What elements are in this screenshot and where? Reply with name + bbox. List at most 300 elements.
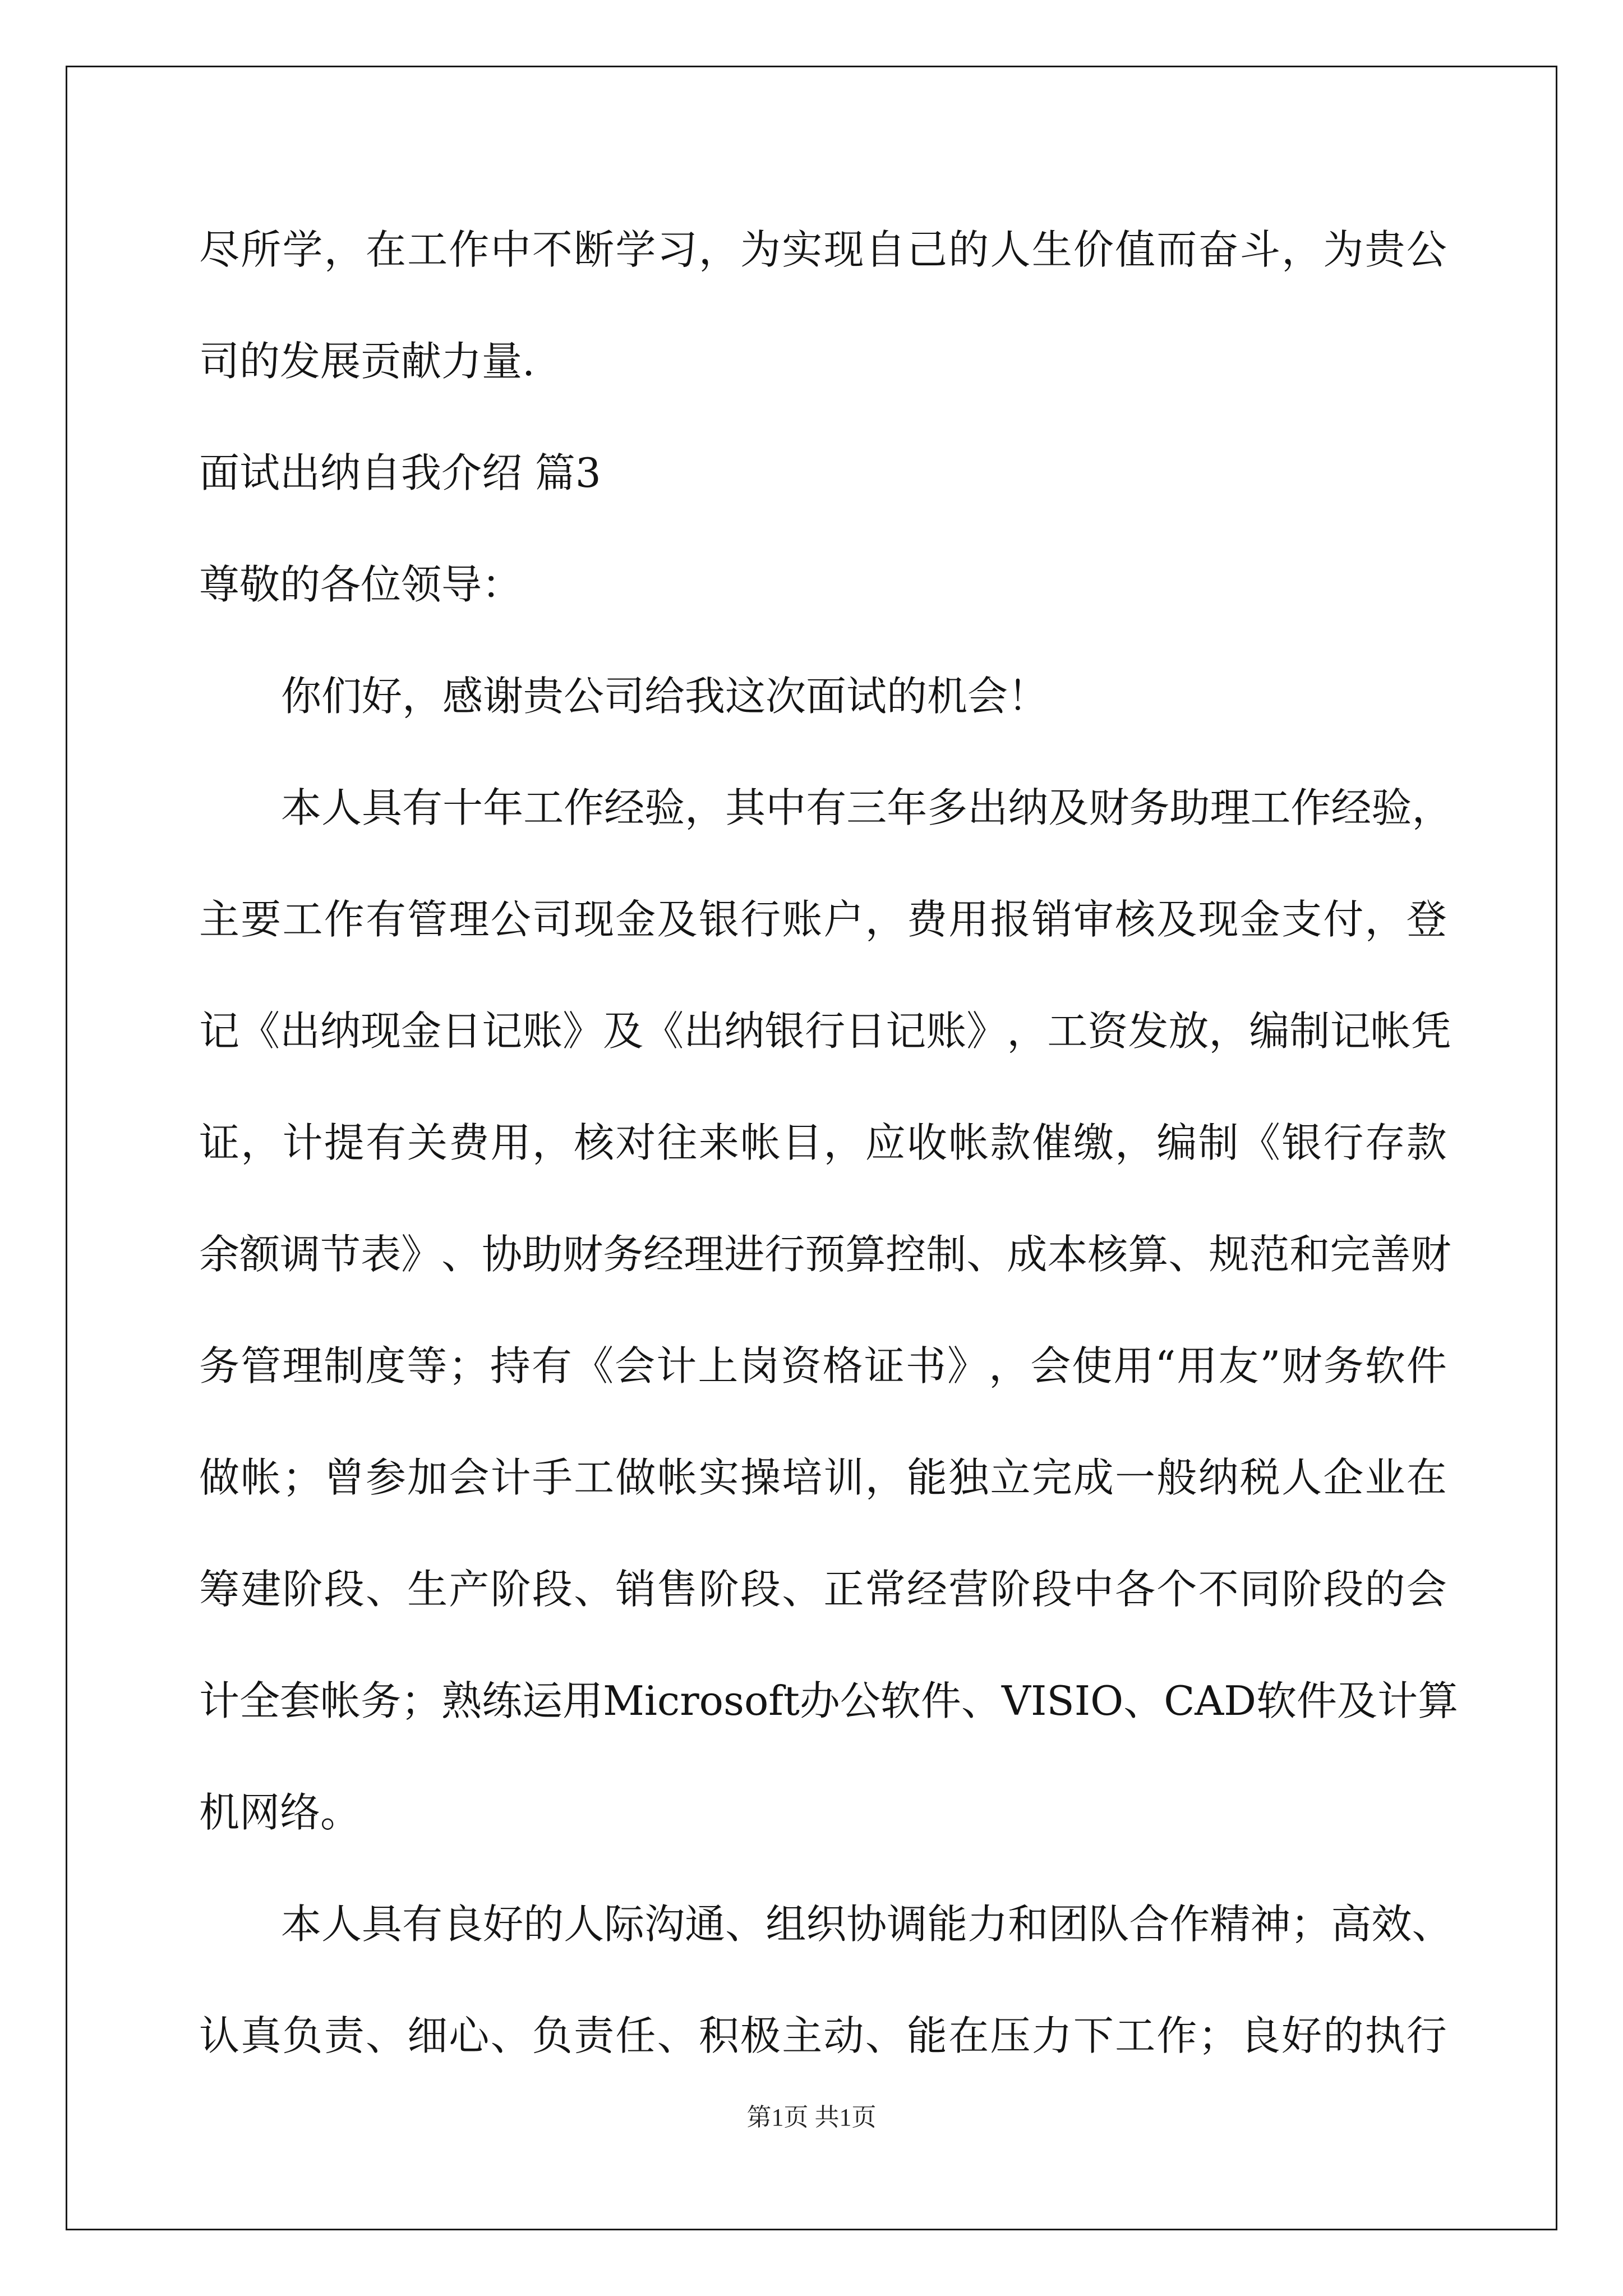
text-glyph: 《 <box>573 1342 614 1389</box>
text-glyph: 催 <box>1031 1119 1072 1166</box>
text-glyph: 岗 <box>739 1342 780 1389</box>
text-glyph: 会 <box>1030 1342 1071 1389</box>
text-glyph: “ <box>1155 1342 1176 1389</box>
text-glyph: 个 <box>1156 1566 1197 1613</box>
text-glyph: 支 <box>1281 896 1322 943</box>
text-glyph: 行 <box>1406 2012 1447 2059</box>
text-glyph: 银 <box>698 896 739 943</box>
text-glyph: 参 <box>365 1454 406 1501</box>
text-glyph: 《 <box>1239 1119 1280 1166</box>
text-glyph: ； <box>1290 1901 1331 1948</box>
text-glyph: 现 <box>361 1007 402 1055</box>
text-glyph: 帐 <box>948 1119 989 1166</box>
text-glyph: ， <box>1281 226 1322 273</box>
text-glyph: 规 <box>1209 1231 1249 1278</box>
text-glyph: 制 <box>324 1342 365 1389</box>
paragraph-line <box>199 1890 1453 2002</box>
text-glyph: 理 <box>1210 784 1251 831</box>
text-glyph: 做 <box>199 1454 240 1501</box>
text-glyph: 账 <box>926 1007 967 1055</box>
salutation: 尊敬的各位领导： <box>199 561 523 608</box>
text-glyph: 算 <box>1128 1231 1169 1278</box>
text-glyph: 多 <box>927 784 968 831</box>
text-glyph: 行 <box>764 1231 805 1278</box>
text-glyph: 压 <box>990 2012 1031 2059</box>
text-glyph: 证 <box>864 1342 905 1389</box>
text-glyph: 编 <box>1249 1007 1290 1055</box>
text-glyph: 软 <box>1256 1677 1297 1724</box>
text-glyph: 、 <box>782 1566 823 1613</box>
text-glyph: 中 <box>766 784 806 831</box>
text-glyph: 计 <box>1377 1677 1418 1724</box>
text-glyph: 、 <box>725 1901 766 1948</box>
text-glyph: 验 <box>644 784 685 831</box>
text-glyph: 行 <box>740 896 781 943</box>
text-glyph: 良 <box>1239 2012 1280 2059</box>
text-glyph: 纳 <box>320 1007 361 1055</box>
text-glyph: ， <box>241 1119 282 1166</box>
text-glyph: 完 <box>1330 1231 1371 1278</box>
text-glyph: 阶 <box>282 1566 323 1613</box>
text-glyph: 段 <box>324 1566 365 1613</box>
text-glyph: 帐 <box>1370 1007 1411 1055</box>
text-glyph: 及 <box>1337 1677 1378 1724</box>
text-glyph: 财 <box>1410 1231 1451 1278</box>
text-glyph: 正 <box>823 1566 864 1613</box>
text-glyph: 核 <box>1115 896 1156 943</box>
text-glyph: 计 <box>656 1342 697 1389</box>
text-glyph: 织 <box>806 1901 847 1948</box>
text-glyph: 使 <box>1072 1342 1113 1389</box>
paragraph-line: 你们好，感谢贵公司给我这次面试的机会！ <box>281 673 1049 720</box>
text-glyph: 日 <box>441 1007 482 1055</box>
text-glyph: 不 <box>532 226 573 273</box>
text-glyph: 年 <box>887 784 928 831</box>
text-glyph: 心 <box>449 2012 490 2059</box>
text-glyph: 及 <box>603 1007 644 1055</box>
paragraph-line <box>199 1332 1447 1444</box>
text-glyph: 软 <box>880 1677 921 1724</box>
text-glyph: 目 <box>782 1119 823 1166</box>
paragraph-line <box>199 1556 1447 1667</box>
text-glyph: ， <box>532 1119 573 1166</box>
text-glyph: ” <box>1260 1342 1281 1389</box>
text-glyph: 、 <box>966 1231 1007 1278</box>
text-glyph: 真 <box>241 2012 282 2059</box>
text-glyph: 本 <box>1047 1231 1088 1278</box>
text-glyph: 纳 <box>1198 1454 1239 1501</box>
text-glyph: 帐 <box>320 1677 361 1724</box>
text-glyph: 各 <box>1115 1566 1156 1613</box>
text-glyph: 阶 <box>1281 1566 1322 1613</box>
text-glyph: 现 <box>823 226 864 273</box>
paragraph-line <box>199 1444 1447 1556</box>
text-glyph: 培 <box>782 1454 823 1501</box>
text-glyph: 友 <box>1218 1342 1259 1389</box>
text-glyph: 调 <box>887 1901 928 1948</box>
text-glyph: 制 <box>926 1231 967 1278</box>
text-glyph: 在 <box>365 226 406 273</box>
text-glyph: 务 <box>603 1231 644 1278</box>
text-glyph: 做 <box>615 1454 656 1501</box>
text-glyph: 纳 <box>1008 784 1049 831</box>
text-glyph: 管 <box>407 896 448 943</box>
text-glyph: 提 <box>324 1119 365 1166</box>
text-glyph: 有 <box>402 784 443 831</box>
text-glyph: 协 <box>482 1231 523 1278</box>
text-glyph: 经 <box>643 1231 684 1278</box>
text-glyph: 斗 <box>1239 226 1280 273</box>
text-glyph: 段 <box>1323 1566 1364 1613</box>
text-glyph: 工 <box>407 226 448 273</box>
text-glyph: 阶 <box>698 1566 739 1613</box>
text-glyph: 的 <box>1364 1566 1405 1613</box>
paragraph-line <box>199 1221 1451 1332</box>
text-glyph: ， <box>324 226 365 273</box>
text-glyph: 存 <box>1364 1119 1405 1166</box>
text-glyph: 、 <box>365 2012 406 2059</box>
text-glyph: 计 <box>282 1119 323 1166</box>
text-glyph: 年 <box>483 784 524 831</box>
text-glyph: 度 <box>365 1342 406 1389</box>
text-glyph: ， <box>865 1454 906 1501</box>
text-glyph: 银 <box>1281 1119 1322 1166</box>
text-glyph: 、 <box>1168 1231 1209 1278</box>
text-glyph: 用 <box>562 1677 603 1724</box>
text-glyph: 出 <box>280 1007 321 1055</box>
text-glyph: 生 <box>1031 226 1072 273</box>
text-glyph: 一 <box>1115 1454 1156 1501</box>
paragraph-line <box>199 1109 1447 1221</box>
text-glyph: 人 <box>321 1901 362 1948</box>
text-glyph: 会 <box>449 1454 490 1501</box>
text-glyph: 工 <box>523 784 564 831</box>
text-glyph: 报 <box>990 896 1031 943</box>
text-glyph: 预 <box>805 1231 846 1278</box>
text-glyph: 贵 <box>1364 226 1405 273</box>
text-glyph: 节 <box>320 1231 361 1278</box>
text-glyph: 务 <box>1323 1342 1364 1389</box>
paragraph-line <box>199 774 1453 886</box>
text-glyph: 阶 <box>490 1566 531 1613</box>
text-glyph: 制 <box>1198 1119 1239 1166</box>
text-glyph: 出 <box>967 784 1008 831</box>
text-glyph: 款 <box>990 1119 1031 1166</box>
text-glyph: 务 <box>1129 784 1170 831</box>
text-glyph: 、 <box>490 2012 531 2059</box>
text-glyph: 审 <box>1073 896 1114 943</box>
text-glyph: 善 <box>1370 1231 1411 1278</box>
text-glyph: 运 <box>522 1677 563 1724</box>
text-glyph: 作 <box>449 226 490 273</box>
text-glyph: 调 <box>280 1231 321 1278</box>
text-glyph: ， <box>685 784 726 831</box>
paragraph-line: 司的发展贡献力量. <box>199 338 535 385</box>
text-glyph: 熟 <box>441 1677 482 1724</box>
text-glyph: ， <box>1412 784 1453 831</box>
text-glyph: ， <box>1209 1007 1249 1055</box>
text-glyph: 上 <box>698 1342 739 1389</box>
text-glyph: 的 <box>1323 2012 1364 2059</box>
text-glyph: 实 <box>698 1454 739 1501</box>
text-glyph: 作 <box>1169 1901 1210 1948</box>
text-glyph: 银 <box>764 1007 805 1055</box>
text-glyph: 费 <box>449 1119 490 1166</box>
text-glyph: 及 <box>657 896 698 943</box>
text-glyph: 销 <box>615 1566 656 1613</box>
text-glyph: 收 <box>906 1119 947 1166</box>
text-glyph: 的 <box>523 1901 564 1948</box>
text-glyph: 助 <box>1169 784 1210 831</box>
text-glyph: 能 <box>906 1454 947 1501</box>
text-glyph: ， <box>823 1119 864 1166</box>
text-glyph: 管 <box>241 1342 282 1389</box>
text-glyph: 制 <box>1289 1007 1330 1055</box>
text-glyph: 其 <box>725 784 766 831</box>
text-glyph: 中 <box>490 226 531 273</box>
text-glyph: 核 <box>1087 1231 1128 1278</box>
text-glyph: 效 <box>1371 1901 1412 1948</box>
text-glyph: 、 <box>1123 1677 1164 1724</box>
text-glyph: 能 <box>927 1901 968 1948</box>
text-glyph: 具 <box>362 784 403 831</box>
text-glyph: 和 <box>1289 1231 1330 1278</box>
text-glyph: 协 <box>846 1901 887 1948</box>
text-glyph: 力 <box>1031 2012 1072 2059</box>
text-glyph: 资 <box>781 1342 822 1389</box>
text-glyph: 人 <box>990 226 1031 273</box>
text-glyph: 和 <box>1008 1901 1049 1948</box>
text-glyph: 财 <box>562 1231 603 1278</box>
text-glyph: 值 <box>1115 226 1156 273</box>
text-glyph: 本 <box>281 784 322 831</box>
text-glyph: 算 <box>1418 1677 1459 1724</box>
text-glyph: 能 <box>906 2012 947 2059</box>
text-glyph: 工 <box>574 1454 615 1501</box>
text-glyph: 用 <box>1113 1342 1154 1389</box>
text-glyph: 工 <box>282 896 323 943</box>
text-glyph: 《 <box>643 1007 684 1055</box>
text-glyph: 立 <box>990 1454 1031 1501</box>
text-glyph: 帐 <box>241 1454 282 1501</box>
text-glyph: 工 <box>1047 1007 1088 1055</box>
text-glyph: 任 <box>615 2012 656 2059</box>
text-glyph: 金 <box>401 1007 442 1055</box>
text-glyph: 及 <box>1156 896 1197 943</box>
text-glyph: 习 <box>657 226 698 273</box>
text-glyph: 良 <box>442 1901 483 1948</box>
text-glyph: 在 <box>948 2012 989 2059</box>
text-glyph: 用 <box>948 896 989 943</box>
text-glyph: 作 <box>564 784 605 831</box>
document-body <box>199 216 1459 2114</box>
text-glyph: 会 <box>615 1342 656 1389</box>
text-glyph: 书 <box>905 1342 946 1389</box>
text-glyph: 成 <box>1073 1454 1114 1501</box>
text-glyph: 税 <box>1239 1454 1280 1501</box>
text-glyph: ； <box>1198 2012 1239 2059</box>
text-glyph: 来 <box>698 1119 739 1166</box>
text-glyph: 作 <box>1156 2012 1197 2059</box>
text-glyph: 付 <box>1323 896 1364 943</box>
text-glyph: 三 <box>846 784 887 831</box>
text-glyph: 持 <box>490 1342 531 1389</box>
text-glyph: 极 <box>740 2012 781 2059</box>
text-glyph: 件 <box>920 1677 961 1724</box>
text-glyph: 业 <box>1364 1454 1405 1501</box>
text-glyph: 件 <box>1406 1342 1447 1389</box>
text-glyph: 》 <box>401 1231 442 1278</box>
text-glyph: 段 <box>532 1566 573 1613</box>
text-glyph: 现 <box>1198 896 1239 943</box>
text-glyph: 户 <box>823 896 864 943</box>
text-glyph: 为 <box>1323 226 1364 273</box>
text-glyph: 出 <box>684 1007 725 1055</box>
text-glyph: 经 <box>1331 784 1372 831</box>
text-glyph: 具 <box>362 1901 403 1948</box>
text-glyph: 十 <box>442 784 483 831</box>
text-glyph: 责 <box>324 2012 365 2059</box>
paragraph-line <box>199 1667 1459 1779</box>
text-glyph: 作 <box>1290 784 1331 831</box>
text-glyph: 办 <box>799 1677 840 1724</box>
text-glyph: 公 <box>840 1677 880 1724</box>
text-glyph: 凭 <box>1410 1007 1451 1055</box>
paragraph-line <box>199 886 1447 997</box>
text-glyph: 记 <box>482 1007 523 1055</box>
text-glyph: 中 <box>1073 1566 1114 1613</box>
text-glyph: ； <box>282 1454 323 1501</box>
text-glyph: 力 <box>967 1901 1008 1948</box>
text-glyph: CAD <box>1164 1677 1257 1724</box>
text-glyph: 为 <box>740 226 781 273</box>
text-glyph: 际 <box>604 1901 645 1948</box>
text-glyph: ， <box>1007 1007 1048 1055</box>
text-glyph: 本 <box>281 1901 322 1948</box>
text-glyph: 计 <box>199 1677 240 1724</box>
text-glyph: 销 <box>1031 896 1072 943</box>
text-glyph: 价 <box>1073 226 1114 273</box>
text-glyph: 》 <box>947 1342 988 1389</box>
text-glyph: 公 <box>490 896 531 943</box>
text-glyph: 资 <box>1087 1007 1128 1055</box>
text-glyph: 发 <box>1128 1007 1169 1055</box>
text-glyph: 帐 <box>657 1454 698 1501</box>
text-glyph: ， <box>698 226 739 273</box>
text-glyph: 认 <box>199 2012 240 2059</box>
paragraph-line <box>199 216 1447 328</box>
text-glyph: 责 <box>574 2012 615 2059</box>
text-glyph: 经 <box>906 1566 947 1613</box>
text-glyph: 神 <box>1250 1901 1291 1948</box>
text-glyph: 所 <box>241 226 282 273</box>
paragraph-line <box>199 997 1451 1109</box>
text-glyph: 套 <box>280 1677 321 1724</box>
text-glyph: 范 <box>1249 1231 1290 1278</box>
text-glyph: 训 <box>823 1454 864 1501</box>
text-glyph: 、 <box>365 1566 406 1613</box>
text-glyph: 般 <box>1156 1454 1197 1501</box>
text-glyph: 积 <box>698 2012 739 2059</box>
text-glyph: 组 <box>766 1901 806 1948</box>
text-glyph: 验 <box>1371 784 1412 831</box>
text-glyph: 记 <box>1330 1007 1371 1055</box>
text-glyph: 金 <box>1239 896 1280 943</box>
text-glyph: 应 <box>865 1119 906 1166</box>
text-glyph: 算 <box>845 1231 886 1278</box>
text-glyph: 缴 <box>1073 1119 1114 1166</box>
text-glyph: 独 <box>948 1454 989 1501</box>
text-glyph: 人 <box>564 1901 605 1948</box>
text-glyph: 全 <box>239 1677 280 1724</box>
text-glyph: 款 <box>1406 1119 1447 1166</box>
text-glyph: 理 <box>282 1342 323 1389</box>
text-glyph: 账 <box>782 896 823 943</box>
text-glyph: 用 <box>1177 1342 1218 1389</box>
text-glyph: 细 <box>407 2012 448 2059</box>
text-glyph: 理 <box>449 896 490 943</box>
text-glyph: 沟 <box>644 1901 685 1948</box>
text-glyph: 、 <box>441 1231 482 1278</box>
text-glyph: 控 <box>886 1231 926 1278</box>
text-glyph: 精 <box>1210 1901 1251 1948</box>
text-glyph: 的 <box>948 226 989 273</box>
text-glyph: 软 <box>1364 1342 1405 1389</box>
text-glyph: 常 <box>865 1566 906 1613</box>
text-glyph: 下 <box>1073 2012 1114 2059</box>
text-glyph: 操 <box>740 1454 781 1501</box>
text-glyph: ； <box>448 1342 489 1389</box>
text-glyph: 主 <box>782 2012 823 2059</box>
text-glyph: 记 <box>199 1007 240 1055</box>
text-glyph: 行 <box>805 1007 846 1055</box>
text-glyph: 售 <box>657 1566 698 1613</box>
text-glyph: 经 <box>604 784 645 831</box>
text-glyph: 余 <box>199 1231 240 1278</box>
text-glyph: 己 <box>906 226 947 273</box>
text-glyph: 表 <box>361 1231 402 1278</box>
text-glyph: ， <box>1364 896 1405 943</box>
text-glyph: 合 <box>1129 1901 1170 1948</box>
text-glyph: 队 <box>1089 1901 1129 1948</box>
text-glyph: 要 <box>241 896 282 943</box>
text-glyph: VISIO <box>1001 1677 1124 1724</box>
text-glyph: 筹 <box>199 1566 240 1613</box>
text-glyph: 件 <box>1297 1677 1338 1724</box>
text-glyph: 、 <box>961 1677 1002 1724</box>
text-glyph: 自 <box>865 226 906 273</box>
text-glyph: 有 <box>365 896 406 943</box>
text-glyph: 纳 <box>724 1007 765 1055</box>
text-glyph: 及 <box>1048 784 1089 831</box>
text-glyph: 》 <box>966 1007 1007 1055</box>
text-glyph: 格 <box>822 1342 863 1389</box>
text-glyph: 有 <box>531 1342 572 1389</box>
text-glyph: 企 <box>1323 1454 1364 1501</box>
text-glyph: 对 <box>615 1119 656 1166</box>
text-glyph: Microsoft <box>603 1677 800 1724</box>
text-glyph: 学 <box>282 226 323 273</box>
text-glyph: 《 <box>239 1007 280 1055</box>
text-glyph: 成 <box>1007 1231 1048 1278</box>
text-glyph: 手 <box>532 1454 573 1501</box>
text-glyph: 、 <box>574 1566 615 1613</box>
text-glyph: 放 <box>1168 1007 1209 1055</box>
text-glyph: ， <box>989 1342 1030 1389</box>
text-glyph: 关 <box>407 1119 448 1166</box>
text-glyph: 建 <box>241 1566 282 1613</box>
text-glyph: 奋 <box>1198 226 1239 273</box>
